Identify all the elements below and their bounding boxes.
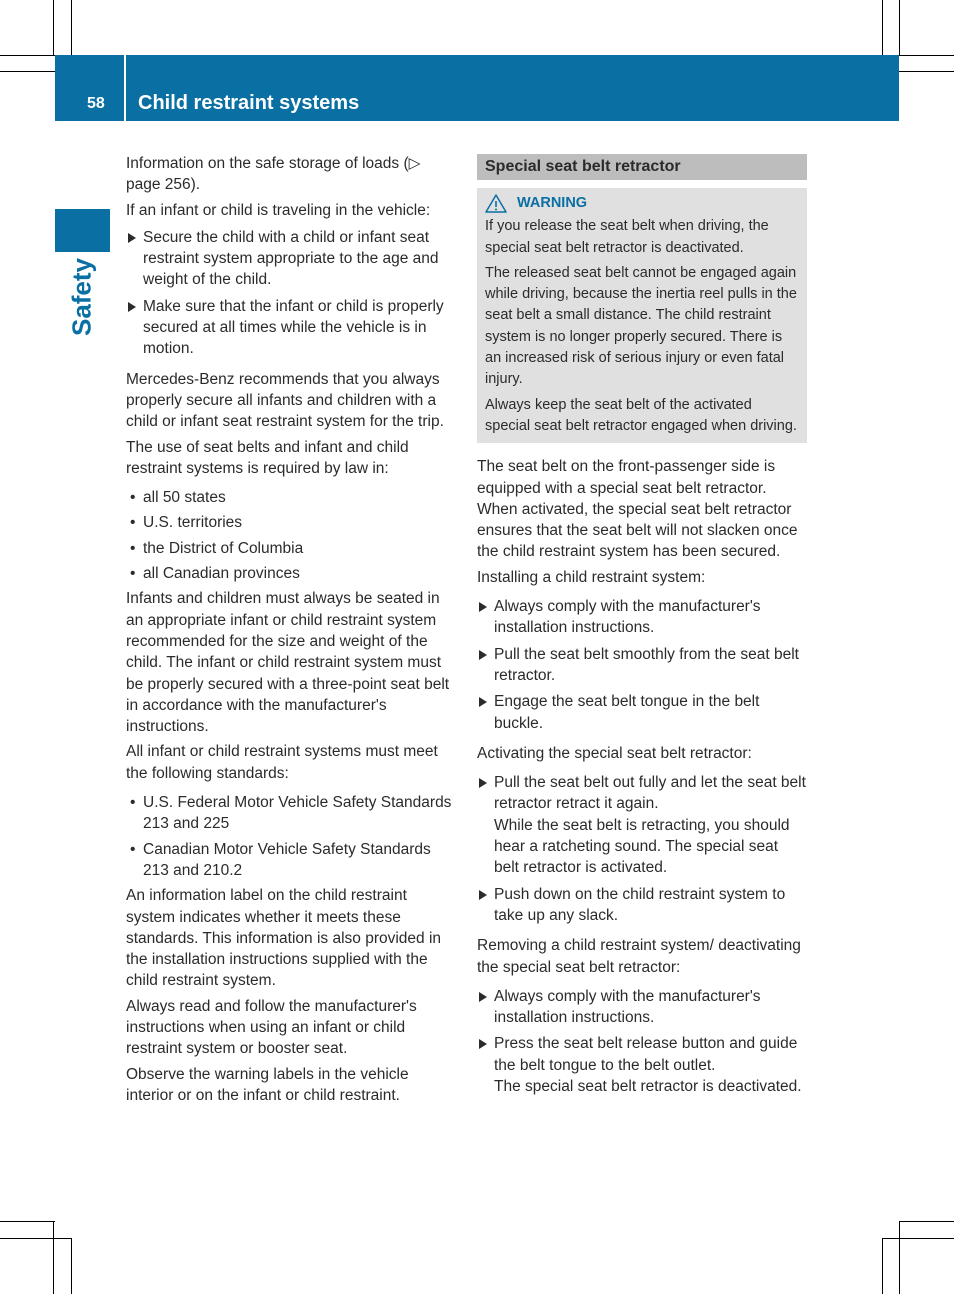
- step-text: Pull the seat belt smoothly from the seat belt retractor.: [494, 645, 799, 684]
- crop-mark: [53, 0, 54, 55]
- list-item: • all Canadian provinces: [126, 563, 458, 584]
- instruction-step: [477, 986, 807, 1029]
- paragraph: Mercedes-Benz recommends that you always properly secure all infants and children with a child or infant seat restraint system for the trip.: [126, 370, 444, 431]
- step-text: Always comply with the manufacturer's installation instructions.: [494, 598, 761, 637]
- warning-header: [485, 193, 799, 214]
- instruction-step: [126, 227, 458, 291]
- step-arrow-icon: [128, 302, 136, 312]
- subsection-heading: Special seat belt retractor: [477, 154, 807, 180]
- bullet-icon: •: [130, 514, 136, 532]
- instruction-step: [477, 691, 807, 734]
- warning-text: If you release the seat belt when driving, the special seat belt retractor is deactivated.: [485, 218, 769, 256]
- crop-mark: [899, 55, 954, 56]
- crop-mark: [0, 1238, 71, 1239]
- paragraph: Installing a child restraint system:: [477, 568, 706, 586]
- page-header: [55, 55, 899, 121]
- paragraph: An information label on the child restraint system indicates whether it meets these standards. This information is also provided in the installation instructions supplied with the child restraint system.: [126, 887, 442, 990]
- step-text: Pull the seat belt out fully and let the seat belt retractor retract it again.: [494, 774, 806, 813]
- section-title: Child restraint systems: [138, 92, 360, 114]
- paragraph: Always read and follow the manufacturer's instructions when using an infant or child restraint system or booster seat.: [126, 997, 417, 1058]
- paragraph: Infants and children must always be seated in an appropriate infant or child restraint system recommended for the size and weight of the child. The infant or child restraint system must be properly secured with a three-point seat belt in accordance with the manufacturer's instructions.: [126, 590, 450, 736]
- bullet-icon: •: [130, 539, 136, 557]
- warning-triangle-icon: [485, 194, 507, 213]
- instruction-step: [477, 644, 807, 687]
- right-column: [477, 154, 807, 1102]
- warning-text: Always keep the seat belt of the activated special seat belt retractor engaged when driving.: [485, 396, 797, 434]
- crop-mark: [899, 0, 900, 55]
- paragraph: The use of seat belts and infant and child restraint systems is required by law in:: [126, 438, 409, 477]
- step-arrow-icon: [479, 602, 487, 612]
- bullet-icon: •: [130, 840, 136, 858]
- paragraph: The seat belt on the front-passenger side is equipped with a special seat belt retractor. When activated, the special seat belt retractor ensures that the seat belt will not slacken once the child restraint system has been secured.: [477, 458, 798, 561]
- paragraph: If an infant or child is traveling in the vehicle:: [126, 201, 431, 219]
- step-arrow-icon: [479, 890, 487, 900]
- step-arrow-icon: [479, 992, 487, 1002]
- instruction-step: [477, 884, 807, 927]
- instruction-step: [477, 596, 807, 639]
- crop-mark: [882, 0, 883, 55]
- crop-mark: [882, 1238, 954, 1239]
- step-arrow-icon: [479, 778, 487, 788]
- crop-mark: [899, 1221, 954, 1222]
- step-text: Press the seat belt release button and guide the belt tongue to the belt outlet.: [494, 1035, 798, 1074]
- paragraph: Activating the special seat belt retractor:: [477, 744, 752, 762]
- paragraph: Removing a child restraint system/ deactivating the special seat belt retractor:: [477, 937, 801, 976]
- step-result-text: The special seat belt retractor is deactivated.: [494, 1077, 802, 1095]
- left-column: [126, 153, 458, 1110]
- crop-mark: [899, 1221, 900, 1294]
- crop-mark: [71, 0, 72, 55]
- warning-box: [477, 188, 807, 443]
- crop-mark: [53, 1221, 54, 1294]
- warning-label: WARNING: [517, 195, 588, 211]
- crop-mark: [71, 1238, 72, 1294]
- list-item: • the District of Columbia: [126, 538, 458, 559]
- instruction-step: [126, 296, 458, 360]
- step-text: Make sure that the infant or child is properly secured at all times while the vehicle is in motion.: [143, 297, 444, 358]
- bullet-icon: •: [130, 489, 136, 507]
- instruction-step: [477, 772, 807, 878]
- step-arrow-icon: [479, 650, 487, 660]
- crop-mark: [899, 71, 954, 72]
- step-result-text: While the seat belt is retracting, you should hear a ratcheting sound. The special seat belt retractor is activated.: [494, 816, 790, 877]
- instruction-step: [477, 1033, 807, 1097]
- step-text: Secure the child with a child or infant seat restraint system appropriate to the age and weight of the child.: [143, 228, 439, 289]
- list-item: • Canadian Motor Vehicle Safety Standards 213 and 210.2: [130, 840, 431, 879]
- side-tab-marker: [55, 209, 110, 252]
- page-number: 58: [87, 95, 105, 112]
- paragraph: All infant or child restraint systems must meet the following standards:: [126, 743, 438, 782]
- list-item: • all 50 states: [126, 487, 458, 508]
- paragraph: Observe the warning labels in the vehicle interior or on the infant or child restraint.: [126, 1065, 409, 1104]
- crop-mark: [0, 71, 55, 72]
- side-tab-label: Safety: [66, 257, 97, 337]
- bullet-icon: •: [130, 565, 136, 583]
- paragraph: Information on the safe storage of loads (▷ page 256).: [126, 155, 421, 194]
- list-item: • U.S. territories: [126, 512, 458, 533]
- warning-text: The released seat belt cannot be engaged again while driving, because the inertia reel pulls in the seat belt a small distance. The child restraint system is no longer properly secured. There is an increased risk of serious injury or even fatal injury.: [485, 264, 797, 388]
- list-item: • U.S. Federal Motor Vehicle Safety Standards 213 and 225: [130, 794, 452, 833]
- step-text: Engage the seat belt tongue in the belt buckle.: [494, 693, 760, 732]
- crop-mark: [882, 1238, 883, 1294]
- step-arrow-icon: [479, 697, 487, 707]
- step-arrow-icon: [479, 1039, 487, 1049]
- header-divider: [124, 55, 126, 121]
- crop-mark: [0, 55, 55, 56]
- step-arrow-icon: [128, 233, 136, 243]
- bullet-icon: •: [130, 794, 136, 812]
- step-text: Push down on the child restraint system to take up any slack.: [494, 885, 786, 924]
- crop-mark: [0, 1221, 55, 1222]
- step-text: Always comply with the manufacturer's installation instructions.: [494, 987, 761, 1027]
